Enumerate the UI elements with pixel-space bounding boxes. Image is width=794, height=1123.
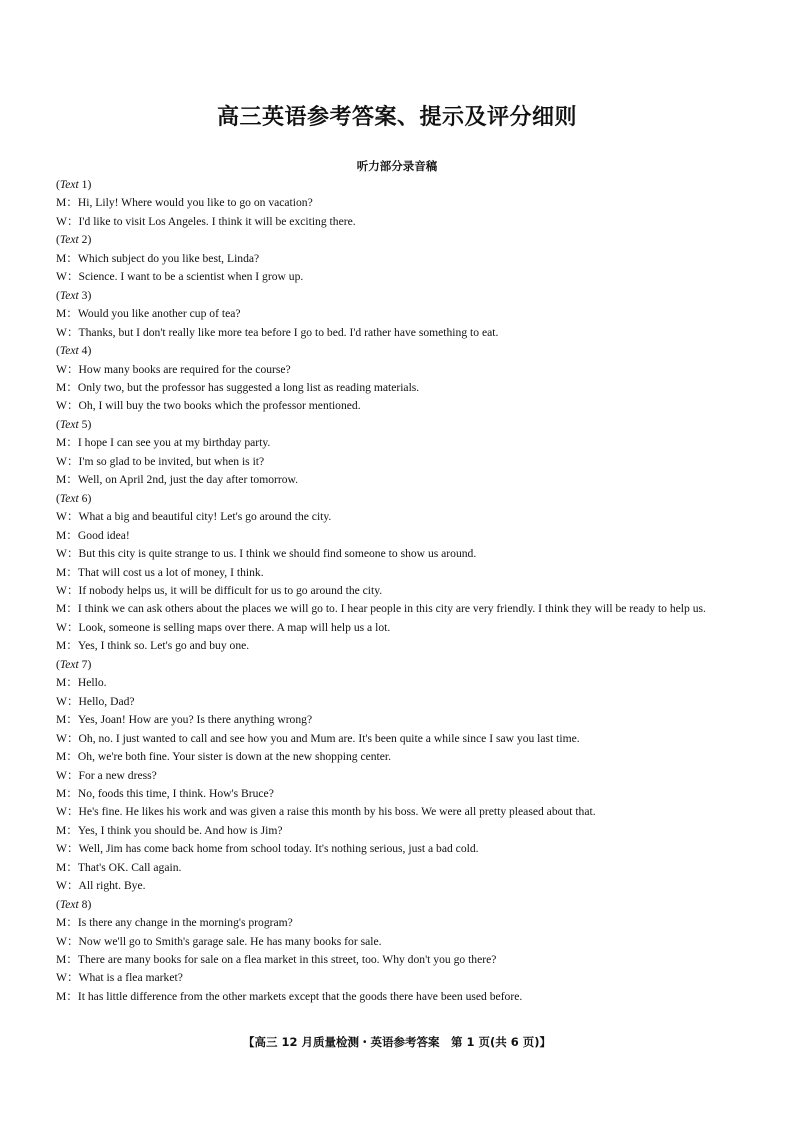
utterance: I'm so glad to be invited, but when is it? — [78, 454, 265, 468]
utterance: Would you like another cup of tea? — [77, 307, 241, 321]
utterance: He's fine. He likes his work and was given a raise this month by his boss. We were all pretty pleased about that. — [78, 805, 596, 819]
text-label-word: Text — [59, 344, 79, 358]
utterance: Hello, Dad? — [78, 694, 135, 708]
dialogue-line — [56, 877, 746, 895]
utterance: Hello. — [77, 676, 107, 690]
dialogue-line — [56, 840, 746, 858]
dialogue-line — [56, 305, 746, 323]
page-footer: 【高三 12 月质量检测・英语参考答案 第 1 页(共 6 页)】 — [242, 1035, 552, 1049]
text-label-number: 1) — [78, 178, 92, 191]
speaker: M： — [56, 713, 78, 727]
dialogue-line — [56, 951, 746, 969]
dialogue-line — [56, 434, 746, 452]
utterance: I hope I can see you at my birthday party. — [77, 436, 271, 450]
dialogue-line — [56, 324, 746, 342]
dialogue-line — [56, 361, 746, 379]
speaker: M： — [56, 473, 78, 487]
section-title: 听力部分录音稿 — [356, 159, 438, 173]
utterance: Well, Jim has come back home from school today. It's nothing serious, just a bad cold. — [78, 842, 479, 856]
dialogue-line — [56, 453, 746, 471]
utterance: Oh, I will buy the two books which the professor mentioned. — [78, 399, 361, 413]
dialogue-line — [56, 859, 746, 877]
utterance: Hi, Lily! Where would you like to go on vacation? — [77, 196, 313, 210]
utterance: I think we can ask others about the places we will go to. I hear people in this city are very friendly. I think they will be ready to help us. — [77, 602, 706, 616]
utterance: What is a flea market? — [78, 971, 183, 985]
utterance: Yes, I think so. Let's go and buy one. — [77, 639, 250, 653]
text-label — [56, 896, 746, 914]
speaker: W： — [56, 547, 79, 561]
utterance: Yes, Joan! How are you? Is there anything wrong? — [77, 713, 313, 727]
text-label — [56, 656, 746, 674]
dialogue-line — [56, 508, 746, 526]
dialogue-line — [56, 693, 746, 711]
dialogue-line — [56, 637, 746, 655]
text-label-open: ( — [56, 657, 60, 671]
utterance: Look, someone is selling maps over there. A map will help us a lot. — [78, 620, 391, 634]
speaker: W： — [56, 731, 79, 745]
utterance: Thanks, but I don't really like more tea before I go to bed. I'd rather have something to eat. — [78, 325, 499, 339]
speaker: W： — [56, 694, 79, 708]
dialogue-line — [56, 471, 746, 489]
utterance: I'd like to visit Los Angeles. I think it will be exciting there. — [78, 214, 356, 228]
speaker: W： — [56, 805, 79, 819]
speaker: M： — [56, 251, 78, 265]
text-label-number: 6) — [78, 491, 92, 505]
speaker: W： — [56, 583, 79, 597]
utterance: No, foods this time, I think. How's Bruce? — [77, 786, 274, 800]
dialogue-line — [56, 619, 746, 637]
text-label-number: 3) — [78, 288, 92, 302]
speaker: M： — [56, 436, 78, 450]
text-label — [56, 342, 746, 360]
text-label-open: ( — [56, 178, 60, 191]
dialogue-line — [56, 250, 746, 268]
text-label — [56, 176, 746, 194]
dialogue-line — [56, 933, 746, 951]
text-label-open: ( — [56, 344, 60, 358]
speaker: M： — [56, 528, 78, 542]
speaker: M： — [56, 602, 78, 616]
text-label — [56, 490, 746, 508]
utterance: But this city is quite strange to us. I think we should find someone to show us around. — [78, 547, 477, 561]
speaker: M： — [56, 823, 78, 837]
dialogue-line — [56, 397, 746, 415]
speaker: M： — [56, 786, 78, 800]
dialogue-line — [56, 213, 746, 231]
text-label — [56, 416, 746, 434]
page-title: 高三英语参考答案、提示及评分细则 — [216, 105, 577, 130]
utterance: Is there any change in the morning's program? — [77, 916, 293, 930]
text-label-open: ( — [56, 233, 60, 247]
text-label-word: Text — [59, 897, 79, 911]
dialogue-line — [56, 600, 746, 618]
dialogue-line — [56, 748, 746, 766]
utterance: Only two, but the professor has suggested a long list as reading materials. — [77, 380, 420, 394]
dialogue-line — [56, 582, 746, 600]
utterance: It has little difference from the other markets except that the goods there have been used before. — [77, 989, 523, 1003]
utterance: Well, on April 2nd, just the day after tomorrow. — [77, 473, 299, 487]
dialogue-line — [56, 545, 746, 563]
dialogue-line — [56, 527, 746, 545]
utterance: How many books are required for the course? — [78, 362, 291, 376]
text-label-word: Text — [59, 491, 79, 505]
utterance: There are many books for sale on a flea market in this street, too. Why don't you go there? — [77, 953, 497, 967]
text-label-number: 4) — [78, 344, 92, 358]
speaker: M： — [56, 380, 78, 394]
transcript — [56, 176, 746, 1006]
text-label-number: 8) — [78, 897, 92, 911]
speaker: W： — [56, 399, 79, 413]
dialogue-line — [56, 822, 746, 840]
utterance: Now we'll go to Smith's garage sale. He has many books for sale. — [78, 934, 382, 948]
speaker: M： — [56, 750, 78, 764]
dialogue-line — [56, 674, 746, 692]
speaker: M： — [56, 307, 78, 321]
speaker: M： — [56, 196, 78, 210]
speaker: W： — [56, 971, 79, 985]
dialogue-line — [56, 914, 746, 932]
dialogue-line — [56, 711, 746, 729]
speaker: M： — [56, 953, 78, 967]
speaker: M： — [56, 639, 78, 653]
text-label-open: ( — [56, 491, 60, 505]
dialogue-line — [56, 268, 746, 286]
dialogue-line — [56, 988, 746, 1006]
text-label-open: ( — [56, 288, 60, 302]
text-label-number: 2) — [78, 233, 92, 247]
utterance: Yes, I think you should be. And how is Jim? — [77, 823, 283, 837]
utterance: Good idea! — [77, 528, 130, 542]
utterance: Science. I want to be a scientist when I grow up. — [78, 270, 304, 284]
dialogue-line — [56, 785, 746, 803]
dialogue-line — [56, 564, 746, 582]
utterance: That's OK. Call again. — [77, 860, 182, 874]
dialogue-line — [56, 194, 746, 212]
utterance: If nobody helps us, it will be difficult for us to go around the city. — [78, 583, 383, 597]
speaker: W： — [56, 362, 79, 376]
text-label-open: ( — [56, 897, 60, 911]
utterance: Which subject do you like best, Linda? — [77, 251, 260, 265]
text-label-word: Text — [59, 288, 79, 302]
speaker: W： — [56, 270, 79, 284]
text-label-word: Text — [59, 178, 79, 191]
speaker: M： — [56, 676, 78, 690]
dialogue-line — [56, 969, 746, 987]
utterance: For a new dress? — [78, 768, 157, 782]
utterance: What a big and beautiful city! Let's go around the city. — [78, 510, 332, 524]
utterance: Oh, no. I just wanted to call and see how you and Mum are. It's been quite a while since I saw you last time. — [78, 731, 580, 745]
text-label-number: 7) — [78, 657, 92, 671]
speaker: W： — [56, 510, 79, 524]
speaker: W： — [56, 768, 79, 782]
dialogue-line — [56, 730, 746, 748]
utterance: Oh, we're both fine. Your sister is down at the new shopping center. — [77, 750, 392, 764]
text-label-word: Text — [59, 233, 79, 247]
speaker: W： — [56, 620, 79, 634]
dialogue-line — [56, 379, 746, 397]
speaker: M： — [56, 989, 78, 1003]
speaker: W： — [56, 325, 79, 339]
speaker: W： — [56, 214, 79, 228]
speaker: M： — [56, 860, 78, 874]
text-label-open: ( — [56, 417, 60, 431]
speaker: W： — [56, 879, 79, 893]
text-label — [56, 231, 746, 249]
utterance: All right. Bye. — [78, 879, 146, 893]
speaker: W： — [56, 934, 79, 948]
speaker: M： — [56, 916, 78, 930]
dialogue-line — [56, 767, 746, 785]
text-label-word: Text — [59, 417, 79, 431]
dialogue-line — [56, 803, 746, 821]
speaker: M： — [56, 565, 78, 579]
utterance: That will cost us a lot of money, I think. — [77, 565, 264, 579]
text-label-word: Text — [59, 657, 79, 671]
text-label — [56, 287, 746, 305]
speaker: W： — [56, 842, 79, 856]
text-label-number: 5) — [78, 417, 92, 431]
speaker: W： — [56, 454, 79, 468]
